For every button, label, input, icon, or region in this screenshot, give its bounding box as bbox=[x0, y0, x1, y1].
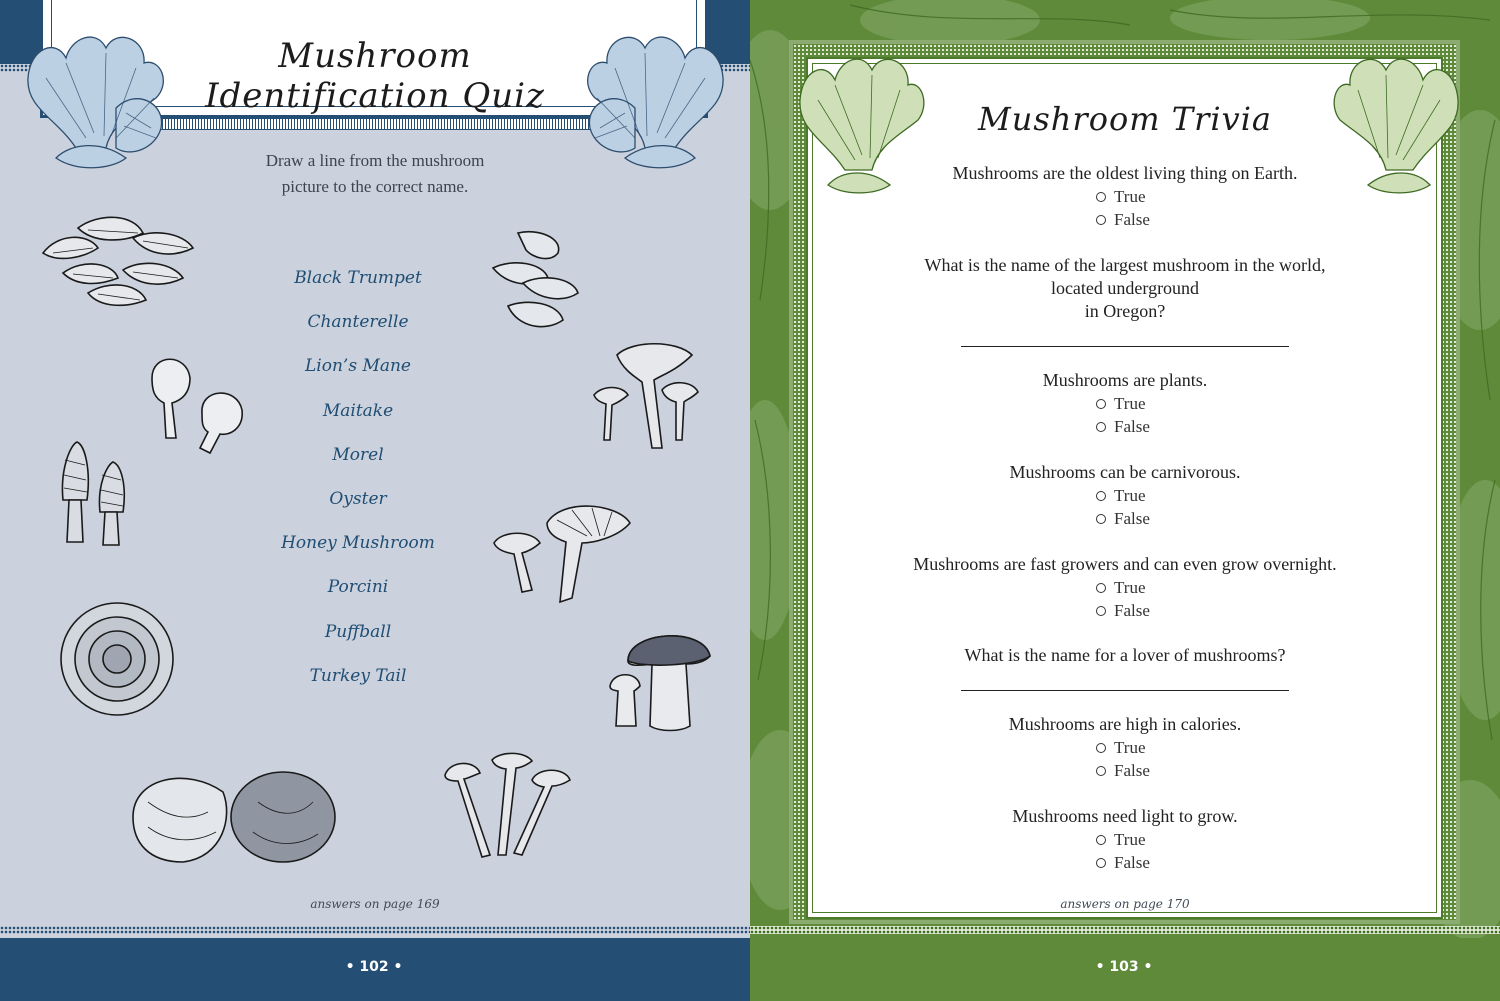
instructions-line-2: picture to the correct name. bbox=[281, 177, 469, 196]
answers-note-right: answers on page 170 bbox=[1060, 897, 1190, 911]
radio-circle-icon[interactable] bbox=[1096, 192, 1106, 202]
question-1 bbox=[750, 162, 1500, 231]
mushroom-name-maitake: Maitake bbox=[322, 400, 394, 421]
option-false[interactable] bbox=[750, 759, 1500, 782]
option-true[interactable] bbox=[750, 736, 1500, 759]
option-false[interactable] bbox=[750, 507, 1500, 530]
option-false[interactable] bbox=[750, 851, 1500, 874]
option-true[interactable] bbox=[750, 392, 1500, 415]
black-trumpet-illustration-icon bbox=[492, 498, 632, 608]
porcini-illustration-icon bbox=[608, 626, 714, 734]
mushroom-name-chanterelle: Chanterelle bbox=[307, 312, 409, 333]
instructions-line-1: Draw a line from the mushroom bbox=[265, 151, 485, 170]
puffball-illustration-icon bbox=[128, 762, 340, 867]
radio-circle-icon[interactable] bbox=[1096, 835, 1106, 845]
page-number-right: • 103 • bbox=[1095, 959, 1153, 975]
option-false[interactable] bbox=[750, 415, 1500, 438]
radio-circle-icon[interactable] bbox=[1096, 766, 1106, 776]
trivia-title: Mushroom Trivia bbox=[977, 100, 1272, 138]
radio-circle-icon[interactable] bbox=[1096, 491, 1106, 501]
mushroom-name-lions-mane: Lion’s Mane bbox=[305, 356, 411, 377]
option-label: True bbox=[1114, 578, 1146, 597]
question-5 bbox=[750, 553, 1500, 622]
mushroom-name-black-trumpet: Black Trumpet bbox=[294, 268, 422, 288]
option-false[interactable] bbox=[750, 599, 1500, 622]
option-label: True bbox=[1114, 738, 1146, 757]
radio-circle-icon[interactable] bbox=[1096, 422, 1106, 432]
mushroom-name-list bbox=[238, 262, 478, 704]
question-text: Mushrooms can be carnivorous. bbox=[1009, 462, 1241, 482]
question-8 bbox=[750, 805, 1500, 874]
option-label: True bbox=[1114, 486, 1146, 505]
turkey-tail-illustration-icon bbox=[56, 598, 178, 720]
oyster-illustration-icon bbox=[488, 228, 588, 338]
option-label: False bbox=[1114, 210, 1150, 229]
lions-mane-illustration-icon bbox=[142, 348, 252, 458]
option-label: False bbox=[1114, 853, 1150, 872]
question-text: Mushrooms are fast growers and can even grow overnight. bbox=[913, 554, 1337, 574]
page-number-left: • 102 • bbox=[345, 959, 403, 975]
morel-illustration-icon bbox=[55, 440, 135, 550]
option-label: False bbox=[1114, 417, 1150, 436]
answer-line-mushroom-lover[interactable] bbox=[961, 690, 1289, 691]
maitake-illustration-icon bbox=[38, 208, 198, 318]
question-text: What is the name of the largest mushroom in the world, located underground in Oregon? bbox=[924, 255, 1326, 321]
radio-circle-icon[interactable] bbox=[1096, 606, 1106, 616]
question-text: Mushrooms are high in calories. bbox=[1008, 714, 1242, 734]
radio-circle-icon[interactable] bbox=[1096, 514, 1106, 524]
option-true[interactable] bbox=[750, 484, 1500, 507]
question-text: Mushrooms are plants. bbox=[1042, 370, 1208, 390]
page-title: Mushroom Identification Quiz bbox=[205, 36, 545, 116]
answer-line-largest-mushroom[interactable] bbox=[961, 346, 1289, 347]
option-label: True bbox=[1114, 830, 1146, 849]
radio-circle-icon[interactable] bbox=[1096, 583, 1106, 593]
mushroom-name-porcini: Porcini bbox=[327, 577, 389, 598]
fungi-corner-right-icon bbox=[575, 8, 735, 173]
option-true[interactable] bbox=[750, 828, 1500, 851]
question-3 bbox=[750, 369, 1500, 438]
option-label: False bbox=[1114, 761, 1150, 780]
option-true[interactable] bbox=[750, 576, 1500, 599]
option-true[interactable] bbox=[750, 185, 1500, 208]
fungi-corner-left-icon bbox=[16, 8, 176, 173]
option-label: True bbox=[1114, 187, 1146, 206]
honey-mushroom-illustration-icon bbox=[440, 755, 572, 865]
question-text: Mushrooms are the oldest living thing on Earth. bbox=[952, 163, 1298, 183]
option-label: False bbox=[1114, 601, 1150, 620]
title-ornament-band bbox=[150, 118, 598, 130]
question-text: What is the name for a lover of mushrooms? bbox=[964, 645, 1286, 665]
mushroom-name-oyster: Oyster bbox=[329, 488, 387, 509]
question-text: Mushrooms need light to grow. bbox=[1012, 806, 1238, 826]
dotted-border-bottom-right bbox=[750, 926, 1500, 934]
question-7 bbox=[750, 713, 1500, 782]
option-label: True bbox=[1114, 394, 1146, 413]
answers-note-left: answers on page 169 bbox=[310, 897, 440, 911]
radio-circle-icon[interactable] bbox=[1096, 399, 1106, 409]
question-4 bbox=[750, 461, 1500, 530]
radio-circle-icon[interactable] bbox=[1096, 858, 1106, 868]
mushroom-name-morel: Morel bbox=[332, 444, 384, 465]
dotted-border-bottom bbox=[0, 926, 750, 934]
radio-circle-icon[interactable] bbox=[1096, 743, 1106, 753]
chanterelle-illustration-icon bbox=[592, 340, 702, 455]
mushroom-name-honey-mushroom: Honey Mushroom bbox=[281, 533, 435, 554]
question-6 bbox=[750, 644, 1500, 667]
option-label: False bbox=[1114, 509, 1150, 528]
option-false[interactable] bbox=[750, 208, 1500, 231]
mushroom-name-turkey-tail: Turkey Tail bbox=[309, 665, 407, 686]
radio-circle-icon[interactable] bbox=[1096, 215, 1106, 225]
question-2 bbox=[750, 254, 1500, 323]
mushroom-name-puffball: Puffball bbox=[324, 621, 392, 642]
quiz-instructions bbox=[200, 148, 550, 200]
